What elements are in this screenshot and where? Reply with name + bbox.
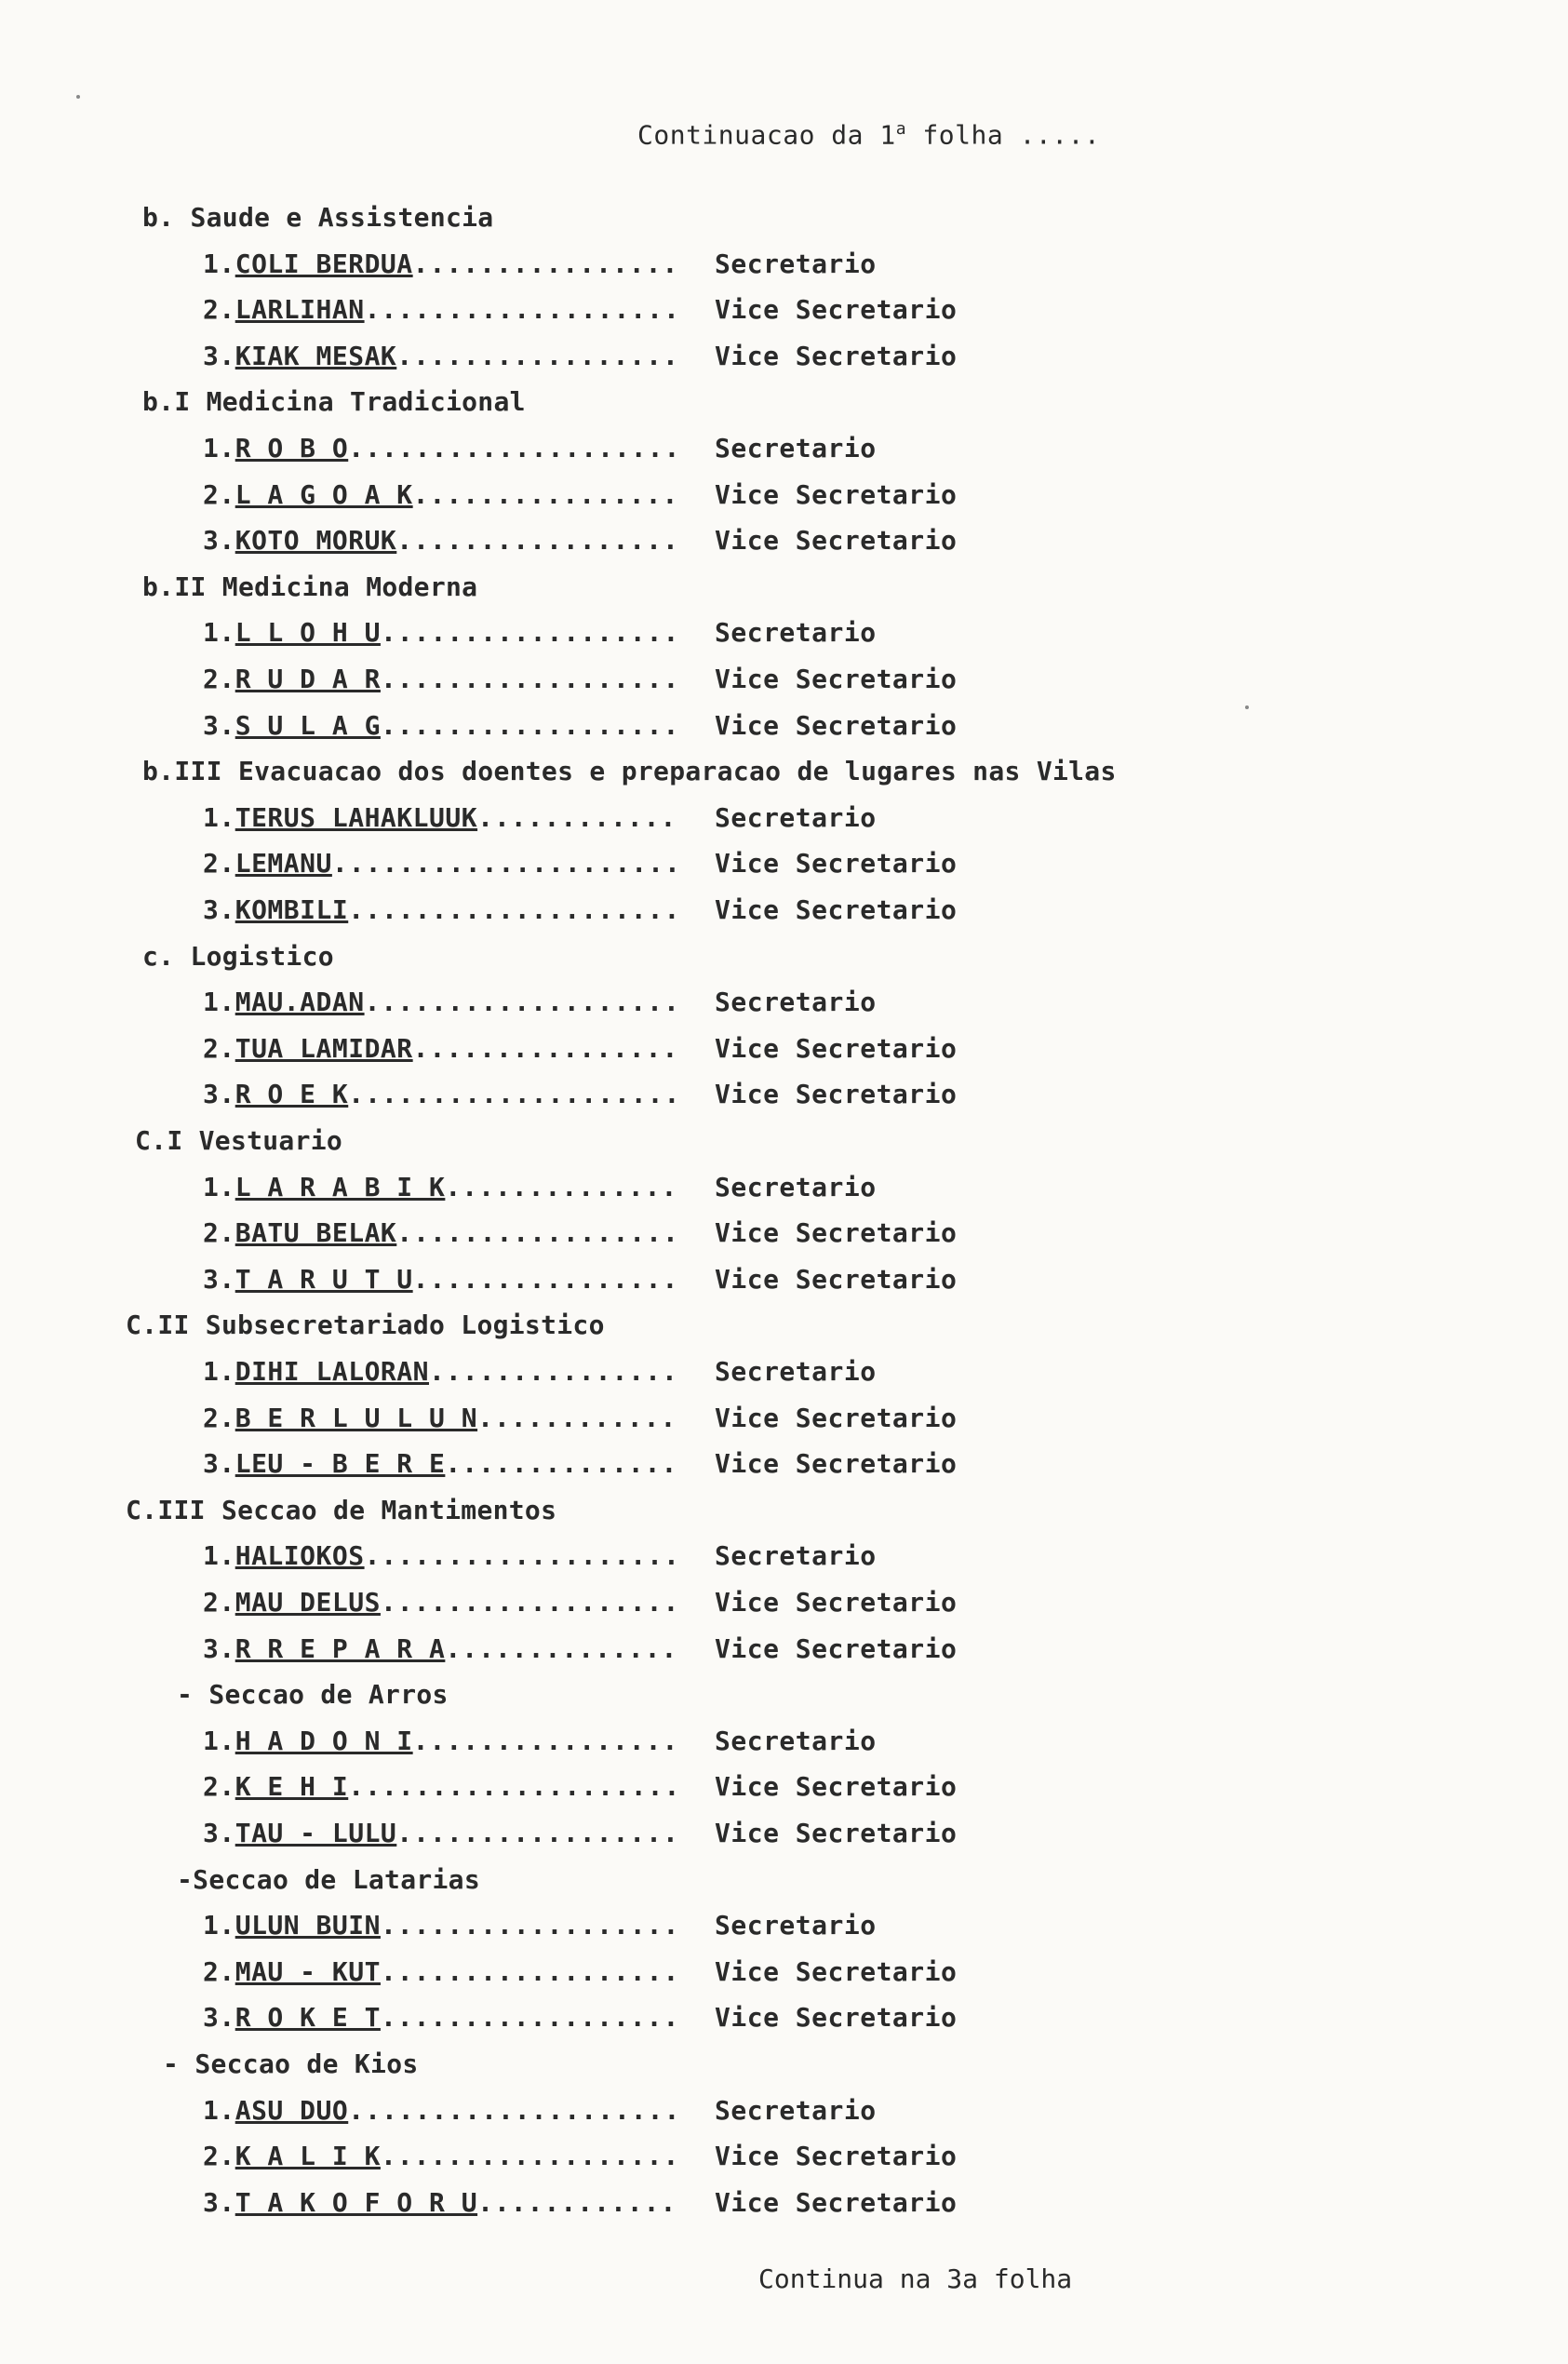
member-name: KOTO MORUK (235, 525, 397, 557)
section-heading: C.II Subsecretariado Logistico (126, 1310, 605, 1341)
member-number: 2. (203, 848, 235, 880)
member-name-row (203, 1818, 679, 1848)
leader-dots: .................. (380, 2141, 680, 2172)
member-number: 1. (203, 1356, 235, 1387)
member-name: ASU DUO (235, 2094, 349, 2126)
member-name-row (203, 341, 679, 371)
leader-dots: ................ (412, 478, 679, 510)
member-name-row (203, 294, 680, 325)
leader-dots: .................. (380, 1910, 680, 1941)
paper-speck (76, 95, 80, 99)
member-number: 1. (203, 1725, 235, 1756)
page-footer: Continua na 3a folha (758, 2263, 1073, 2294)
member-role: Vice Secretario (715, 525, 958, 557)
section-heading: - Seccao de Arros (177, 1679, 449, 1711)
leader-dots: .................. (380, 709, 680, 741)
member-number: 3. (203, 2002, 235, 2034)
member-role: Secretario (715, 1171, 877, 1202)
leader-dots: .................. (380, 1587, 680, 1618)
member-name: MAU.ADAN (235, 987, 365, 1018)
member-name: T A R U T U (235, 1263, 413, 1295)
member-role: Vice Secretario (715, 1217, 958, 1249)
member-role: Vice Secretario (715, 1587, 958, 1618)
leader-dots: .................... (348, 2094, 681, 2126)
member-name: L A R A B I K (235, 1171, 446, 1202)
member-role: Secretario (715, 801, 877, 833)
member-number: 3. (203, 1448, 235, 1480)
member-role: Secretario (715, 2094, 877, 2126)
section-heading: b.II Medicina Moderna (142, 571, 478, 602)
leader-dots: .................. (380, 1955, 680, 1987)
member-role: Secretario (715, 433, 877, 463)
member-name: R R E P A R A (235, 1632, 446, 1664)
member-role: Vice Secretario (715, 1079, 958, 1110)
member-number: 2. (203, 664, 235, 694)
member-number: 1. (203, 617, 235, 649)
member-number: 2. (203, 2141, 235, 2172)
member-name-row (203, 710, 679, 741)
member-role: Vice Secretario (715, 2186, 958, 2218)
member-name-row (203, 848, 681, 879)
member-number: 3. (203, 894, 235, 925)
member-name: TERUS LAHAKLUUK (235, 801, 478, 833)
member-role: Vice Secretario (715, 709, 958, 741)
member-name-row (203, 2187, 677, 2218)
member-number: 2. (203, 1771, 235, 1803)
member-name-row (203, 525, 679, 556)
member-name-row (203, 664, 679, 694)
member-number: 2. (203, 1955, 235, 1987)
leader-dots: .................. (380, 617, 680, 649)
member-name: L L O H U (235, 617, 381, 649)
member-number: 3. (203, 709, 235, 741)
member-name: K E H I (235, 1771, 349, 1803)
member-name: KOMBILI (235, 894, 349, 925)
member-number: 1. (203, 801, 235, 833)
leader-dots: ................. (396, 1217, 679, 1249)
member-name-row (203, 1633, 677, 1664)
leader-dots: ................... (364, 1540, 680, 1572)
member-number: 2. (203, 1402, 235, 1433)
member-name-row (203, 479, 678, 510)
member-name: L A G O A K (235, 478, 413, 510)
member-name-row (203, 2141, 679, 2171)
member-role: Vice Secretario (715, 1771, 958, 1803)
leader-dots: ................. (396, 1818, 679, 1848)
member-name-row (203, 1172, 677, 1202)
leader-dots: ................. (396, 525, 679, 557)
member-role: Vice Secretario (715, 2002, 958, 2034)
member-number: 3. (203, 340, 235, 371)
member-name-row (203, 1356, 678, 1387)
leader-dots: ................ (412, 1032, 679, 1064)
member-number: 1. (203, 248, 235, 279)
member-number: 2. (203, 1217, 235, 1249)
leader-dots: ............ (477, 1402, 677, 1433)
member-role: Secretario (715, 617, 877, 649)
leader-dots: ..................... (331, 848, 681, 880)
leader-dots: ............ (477, 2186, 677, 2218)
member-name: DIHI LALORAN (235, 1356, 430, 1387)
member-number: 3. (203, 1818, 235, 1848)
member-name: COLI BERDUA (235, 248, 413, 279)
leader-dots: ................ (412, 248, 679, 279)
member-name-row (203, 1956, 679, 1987)
member-number: 1. (203, 433, 235, 463)
member-role: Vice Secretario (715, 478, 958, 510)
section-heading: -Seccao de Latarias (177, 1863, 480, 1895)
member-name: LEU - B E R E (235, 1448, 446, 1480)
leader-dots: ............... (429, 1356, 678, 1387)
member-name: MAU - KUT (235, 1955, 381, 1987)
page-header: Continuacao da 1$^a$ folha ..... (637, 119, 1101, 151)
member-name: S U L A G (235, 709, 381, 741)
member-number: 2. (203, 294, 235, 326)
member-name-row (203, 802, 677, 833)
member-role: Vice Secretario (715, 1448, 958, 1480)
leader-dots: .............. (445, 1632, 678, 1664)
member-name-row (203, 2095, 680, 2126)
member-name: R O B O (235, 433, 349, 463)
member-name-row (203, 433, 680, 463)
paper-speck (1245, 705, 1249, 709)
leader-dots: .................... (348, 894, 681, 925)
member-name: HALIOKOS (235, 1540, 365, 1572)
member-role: Vice Secretario (715, 1263, 958, 1295)
leader-dots: ............ (477, 801, 677, 833)
member-number: 3. (203, 525, 235, 557)
member-name: T A K O F O R U (235, 2186, 478, 2218)
section-heading: b.I Medicina Tradicional (142, 386, 526, 418)
leader-dots: .................... (348, 1771, 681, 1803)
leader-dots: .............. (445, 1171, 678, 1202)
section-heading: C.I Vestuario (135, 1125, 343, 1156)
member-name: TAU - LULU (235, 1818, 397, 1848)
member-role: Vice Secretario (715, 1955, 958, 1987)
member-role: Vice Secretario (715, 894, 958, 925)
member-name-row (203, 1403, 677, 1433)
leader-dots: .................... (348, 1079, 681, 1110)
member-name: R O K E T (235, 2002, 381, 2034)
member-number: 3. (203, 2186, 235, 2218)
member-name: MAU DELUS (235, 1587, 381, 1618)
member-name-row (203, 1771, 680, 1802)
member-name-row (203, 1079, 680, 1109)
member-name-row (203, 617, 679, 648)
member-role: Vice Secretario (715, 848, 958, 880)
member-role: Vice Secretario (715, 1818, 958, 1848)
member-role: Vice Secretario (715, 2141, 958, 2172)
member-role: Secretario (715, 1540, 877, 1572)
member-name-row (203, 987, 680, 1017)
leader-dots: .................. (380, 664, 680, 694)
member-role: Vice Secretario (715, 1632, 958, 1664)
member-number: 1. (203, 1171, 235, 1202)
member-name: K A L I K (235, 2141, 381, 2172)
leader-dots: ................... (364, 987, 680, 1018)
member-number: 1. (203, 1540, 235, 1572)
leader-dots: .................. (380, 2002, 680, 2034)
member-name: KIAK MESAK (235, 340, 397, 371)
leader-dots: ................... (364, 294, 680, 326)
member-name: R U D A R (235, 664, 381, 694)
section-heading: c. Logistico (142, 940, 334, 972)
member-number: 2. (203, 1587, 235, 1618)
member-name: R O E K (235, 1079, 349, 1110)
member-role: Vice Secretario (715, 340, 958, 371)
member-name-row (203, 1217, 679, 1248)
member-name: BATU BELAK (235, 1217, 397, 1249)
section-heading: - Seccao de Kios (163, 2048, 419, 2079)
member-name: B E R L U L U N (235, 1402, 478, 1433)
leader-dots: ................ (412, 1263, 679, 1295)
leader-dots: ................. (396, 340, 679, 371)
member-role: Vice Secretario (715, 664, 958, 694)
member-name-row (203, 1540, 680, 1571)
member-number: 2. (203, 1032, 235, 1064)
member-name-row (203, 894, 680, 925)
member-name-row (203, 1448, 677, 1479)
member-name-row (203, 248, 678, 279)
member-number: 3. (203, 1079, 235, 1110)
member-role: Secretario (715, 1356, 877, 1387)
member-name: TUA LAMIDAR (235, 1032, 413, 1064)
member-name-row (203, 1264, 678, 1295)
member-name: LEMANU (235, 848, 332, 880)
section-heading: b.III Evacuacao dos doentes e preparacao de lugares nas Vilas (142, 756, 1117, 787)
member-name-row (203, 1587, 679, 1618)
section-heading: b. Saude e Assistencia (142, 202, 494, 233)
member-role: Secretario (715, 248, 877, 279)
leader-dots: .................... (348, 433, 681, 463)
member-name: ULUN BUIN (235, 1910, 381, 1941)
member-name-row (203, 1910, 679, 1941)
leader-dots: ................ (412, 1725, 679, 1756)
member-name: H A D O N I (235, 1725, 413, 1756)
member-number: 2. (203, 478, 235, 510)
member-number: 1. (203, 1910, 235, 1941)
member-name: LARLIHAN (235, 294, 365, 326)
leader-dots: .............. (445, 1448, 678, 1480)
member-number: 1. (203, 987, 235, 1018)
member-role: Vice Secretario (715, 1032, 958, 1064)
member-name-row (203, 1726, 678, 1756)
member-role: Vice Secretario (715, 294, 958, 326)
member-number: 3. (203, 1632, 235, 1664)
member-role: Secretario (715, 987, 877, 1018)
member-name-row (203, 2002, 679, 2033)
member-role: Vice Secretario (715, 1402, 958, 1433)
section-heading: C.III Seccao de Mantimentos (126, 1494, 557, 1525)
member-role: Secretario (715, 1725, 877, 1756)
member-number: 1. (203, 2094, 235, 2126)
member-role: Secretario (715, 1910, 877, 1941)
member-number: 3. (203, 1263, 235, 1295)
member-name-row (203, 1033, 678, 1064)
